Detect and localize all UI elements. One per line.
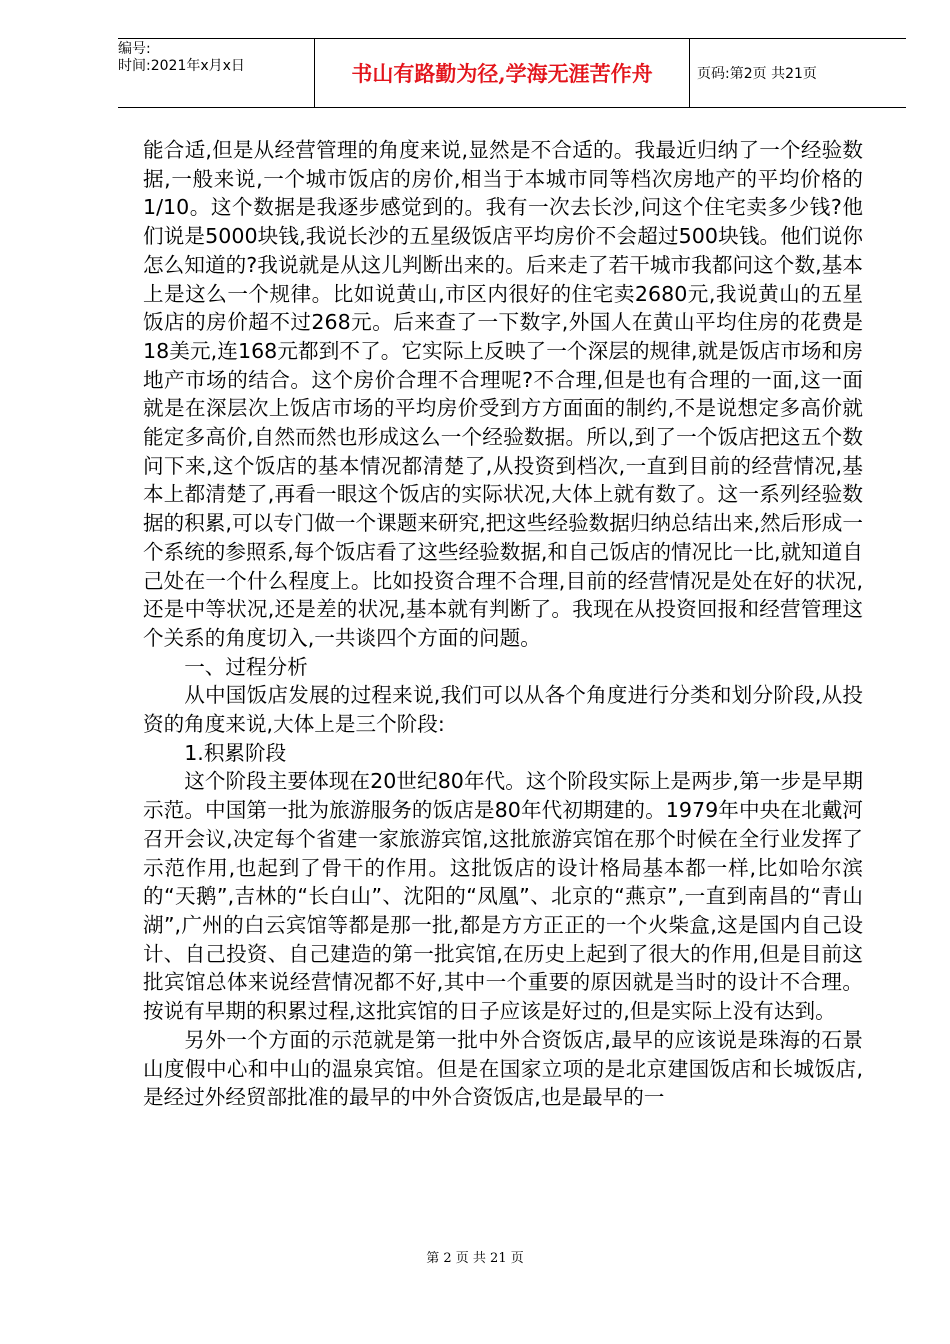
header-meta-cell [118, 39, 314, 109]
document-time-label: 时间:2021年x月x日 [118, 58, 245, 74]
document-number-label: 编号: [118, 41, 151, 57]
header-slogan: 书山有路勤为径,学海无涯苦作舟 [351, 61, 653, 86]
header-page-cell [689, 39, 906, 107]
section-heading: 一、过程分析 [184, 654, 308, 679]
body-paragraph: 这个阶段主要体现在20世纪80年代。这个阶段实际上是两步,第一步是早期示范。中国第一批为旅游服务的饭店是80年代初期建的。1979年中央在北戴河召开会议,决定每个省建一家旅游宾馆,这批旅游宾馆在那个时候在全行业发挥了示范作用,也起到了骨干的作用。这批饭店的设计格局基本都一样,比如哈尔滨的“天鹅”,吉林的“长白山”、沈阳的“凤凰”、北京的“燕京”,一直到南昌的“青山湖”,广州的白云宾馆等都是那一批,都是方方正正的一个火柴盒,这是国内自己设计、自己投资、自己建造的第一批宾馆,在历史上起到了很大的作用,但是目前这批宾馆总体来说经营情况都不好,其中一个重要的原因就是当时的设计不合理。按说有早期的积累过程,这批宾馆的日子应该是好过的,但是实际上没有达到。 [143, 769, 863, 1024]
header-slogan-cell [314, 39, 690, 107]
subsection-heading: 1.积累阶段 [184, 740, 287, 765]
body-paragraph: 能合适,但是从经营管理的角度来说,显然是不合适的。我最近归纳了一个经验数据,一般来说,一个城市饭店的房价,相当于本城市同等档次房地产的平均价格的1/10。这个数据是我逐步感觉到的。我有一次去长沙,问这个住宅卖多少钱?他们说是5000块钱,我说长沙的五星级饭店平均房价不会超过500块钱。他们说你怎么知道的?我说就是从这儿判断出来的。后来走了若干城市我都问这个数,基本上是这么一个规律。比如说黄山,市区内很好的住宅卖2680元,我说黄山的五星饭店的房价超不过268元。后来查了一下数字,外国人在黄山平均住房的花费是18美元,连168元都到不了。它实际上反映了一个深层的规律,就是饭店市场和房地产市场的结合。这个房价合理不合理呢?不合理,但是也有合理的一面,这一面就是在深层次上饭店市场的平均房价受到方方面面的制约,不是说想定多高价就能定多高价,自然而然也形成这么一个经验数据。所以,到了一个饭店把这五个数问下来,这个饭店的基本情况都清楚了,从投资到档次,一直到目前的经营情况,基本上都清楚了,再看一眼这个饭店的实际状况,大体上就有数了。这一系列经验数据的积累,可以专门做一个课题来研究,把这些经验数据归纳总结出来,然后形成一个系统的参照系,每个饭店看了这些经验数据,和自己饭店的情况比一比,就知道自己处在一个什么程度上。比如投资合理不合理,目前的经营情况是处在好的状况,还是中等状况,还是差的状况,基本就有判断了。我现在从投资回报和经营管理这个关系的角度切入,一共谈四个方面的问题。 [143, 138, 863, 650]
header-page-code: 页码:第2页 共21页 [697, 66, 817, 82]
document-body [143, 136, 863, 1112]
body-paragraph: 从中国饭店发展的过程来说,我们可以从各个角度进行分类和划分阶段,从投资的角度来说,大体上是三个阶段: [143, 683, 863, 737]
body-paragraph: 另外一个方面的示范就是第一批中外合资饭店,最早的应该说是珠海的石景山度假中心和中山的温泉宾馆。但是在国家立项的是北京建国饭店和长城饭店,是经过外经贸部批准的最早的中外合资饭店,也是最早的一 [143, 1027, 863, 1110]
page-header [118, 38, 906, 108]
page-footer: 第 2 页 共 21 页 [426, 1251, 524, 1266]
